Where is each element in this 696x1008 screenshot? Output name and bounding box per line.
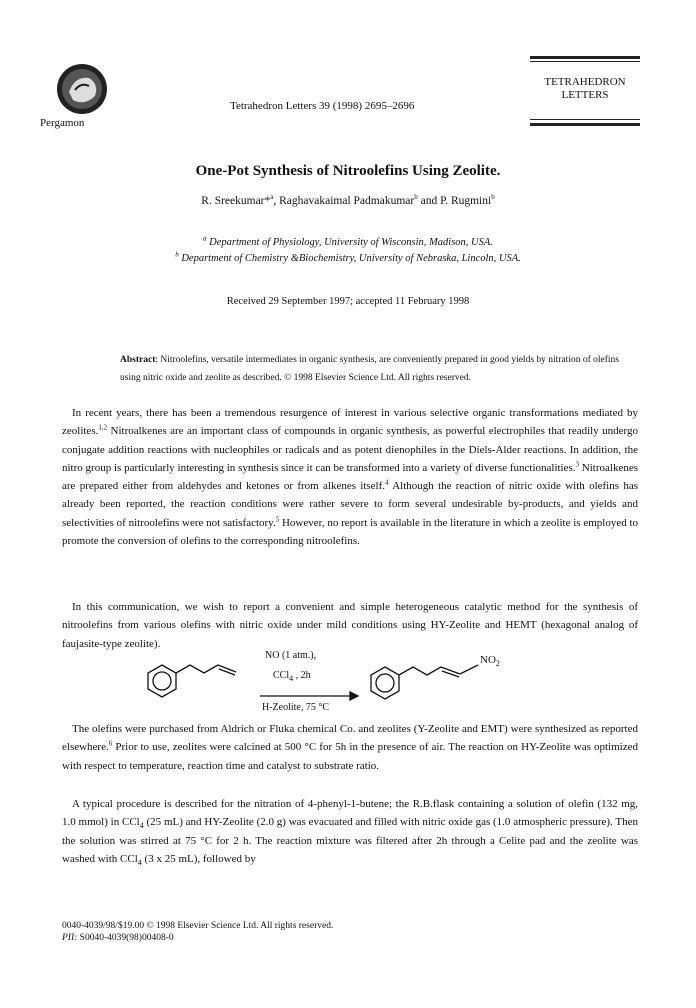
solvent-sub: 4 [289,674,294,683]
condition-catalyst: H-Zeolite, 75 °C [262,702,330,713]
reaction-arrow-head [350,692,358,700]
author-1: R. Sreekumar* [201,195,271,207]
p1-text-c: Nitroalkenes are prepared either from aldehydes and ketones or from alkenes itself. [62,461,639,493]
pii-value: S0040-4039(98)00408-0 [77,933,174,943]
ref-1-2: 1,2 [98,423,108,432]
p4-text-a: A typical procedure is described for the nitration of 4-phenyl-1-butene; the R.B.flask containing a solution of olefin (132 mg, 1.0 mmol) in CCl [62,798,638,829]
affiliation-a-text: Department of Physiology, University of Wisconsin, Madison, USA. [206,237,493,248]
author-2-affil: b [414,193,418,202]
author-2: , Raghavakaimal Padmakumar [273,195,415,207]
reactant-chain [176,665,218,673]
author-3: and P. Rugmini [417,195,492,207]
product-chain [399,667,441,675]
paragraph-3 [62,720,638,775]
affiliation-a [0,234,696,248]
pergamon-logo [45,62,119,116]
ref-6: 6 [108,739,113,748]
brand-line2: LETTERS [561,89,609,101]
p1-text-d: Although the reaction of nitric oxide with olefins has already been reported, the reaction conditions were rather severe to form several undesirable by-products, and yields and selectivities of nitroolefins were not satisfactory. [62,480,638,529]
author-1-affil: a [270,193,274,202]
received-dates: Received 29 September 1997; accepted 11 February 1998 [226,296,470,307]
ref-4: 4 [385,478,389,487]
journal-brand [530,76,640,102]
reactant-ring-circle [153,672,171,690]
nitro-sub: 2 [495,659,500,669]
brand-rule-top [530,56,640,59]
footer-pii [62,932,333,944]
ref-5: 5 [275,515,280,524]
p3-text-b: Prior to use, zeolites were calcined at 500 °C for 5h in the presence of air. The reaction on HY-Zeolite was optimized with respect to temperature, reaction time and catalyst to substrate ratio. [62,741,638,772]
paragraph-4 [62,795,638,868]
brand-rule-bottom-thin [530,119,640,120]
p3-text-a: The olefins were purchased from Aldrich or Fluka chemical Co. and zeolites (Y-Zeolite and EMT) were synthesized as reported elsewhere. [62,723,638,754]
nitro-group-label [480,654,500,669]
brand-rule-top-thin [530,61,640,62]
affiliation-b [0,250,696,264]
footer-copyright: 0040-4039/98/$19.00 © 1998 Elsevier Science Ltd. All rights reserved. [62,921,334,931]
journal-citation: Tetrahedron Letters 39 (1998) 2695–2696 [230,100,415,112]
condition-reagent: NO (1 atm.), [265,650,317,661]
p4-text-c: (3 x 25 mL), followed by [141,852,256,865]
brand-line1: TETRAHEDRON [544,76,626,88]
paragraph-1 [62,404,638,550]
abstract [120,351,640,387]
affiliation-a-mark: a [203,234,207,243]
condition-solvent [273,670,311,681]
footer [62,920,333,944]
paragraph-2 [62,598,638,653]
nitro-text: NO [480,654,496,666]
affiliation-b-text: Department of Chemistry &Biochemistry, University of Nebraska, Lincoln, USA. [178,253,521,264]
product-benzene-ring [371,667,399,699]
author-list [0,195,696,207]
solvent-time: , 2h [293,670,311,681]
author-3-affil: b [491,193,495,202]
ccl4-sub-1: 4 [139,821,144,831]
reactant-benzene-ring [148,665,176,697]
p1-text-b: Nitroalkenes are an important class of compounds in organic synthesis, as powerful electrophiles that readily undergo conjugate addition reactions with nucleophiles or radicals and as potent dienophiles in the Diels-Alder reactions. In addition, the nitro group is particularly interesting in synthesis since it can be transformed into a variety of diverse functionalities. [62,425,638,474]
paper-title: One-Pot Synthesis of Nitroolefins Using Zeolite. [195,163,501,179]
abstract-label: Abstract [120,355,156,365]
pii-label: PII: [62,933,78,943]
solvent-text: CCl [273,670,290,681]
abstract-text: : Nitroolefins, versatile intermediates in organic synthesis, are conveniently prepared in good yields by nitration of olefins using nitric oxide and zeolite as described. © 1998 Elsevier Science Ltd. All rights reserved. [120,355,619,383]
brand-rule-bottom [530,123,640,126]
reaction-scheme [140,652,560,712]
p1-text-e: However, no report is available in the literature in which a zeolite is employed to promote the conversion of olefins to the corresponding nitroolefins. [62,516,639,548]
affiliation-b-mark: b [175,250,179,259]
product-ring-circle [376,674,394,692]
ref-3: 3 [575,460,580,469]
p4-text-b: (25 mL) and HY-Zeolite (2.0 g) was evacuated and filled with nitric oxide gas (1.0 atmospheric pressure). Then the solution was stirred at 75 °C for 2 h. The reaction mixture was filtered after 2h through a Celite pad and the zeolite was washed with CCl [62,816,638,865]
publisher-name: Pergamon [40,117,85,129]
p2-text: In this communication, we wish to report a convenient and simple heterogeneous catalytic method for the synthesis of nitroolefins from various olefins with nitric oxide under mild conditions using HY-Zeolite and HEMT (hexagonal analog of faujasite-type zeolite). [62,601,638,650]
p1-text-a: In recent years, there has been a tremendous resurgence of interest in various selective organic transformations mediated by zeolites. [62,407,638,438]
ccl4-sub-2: 4 [137,858,142,868]
